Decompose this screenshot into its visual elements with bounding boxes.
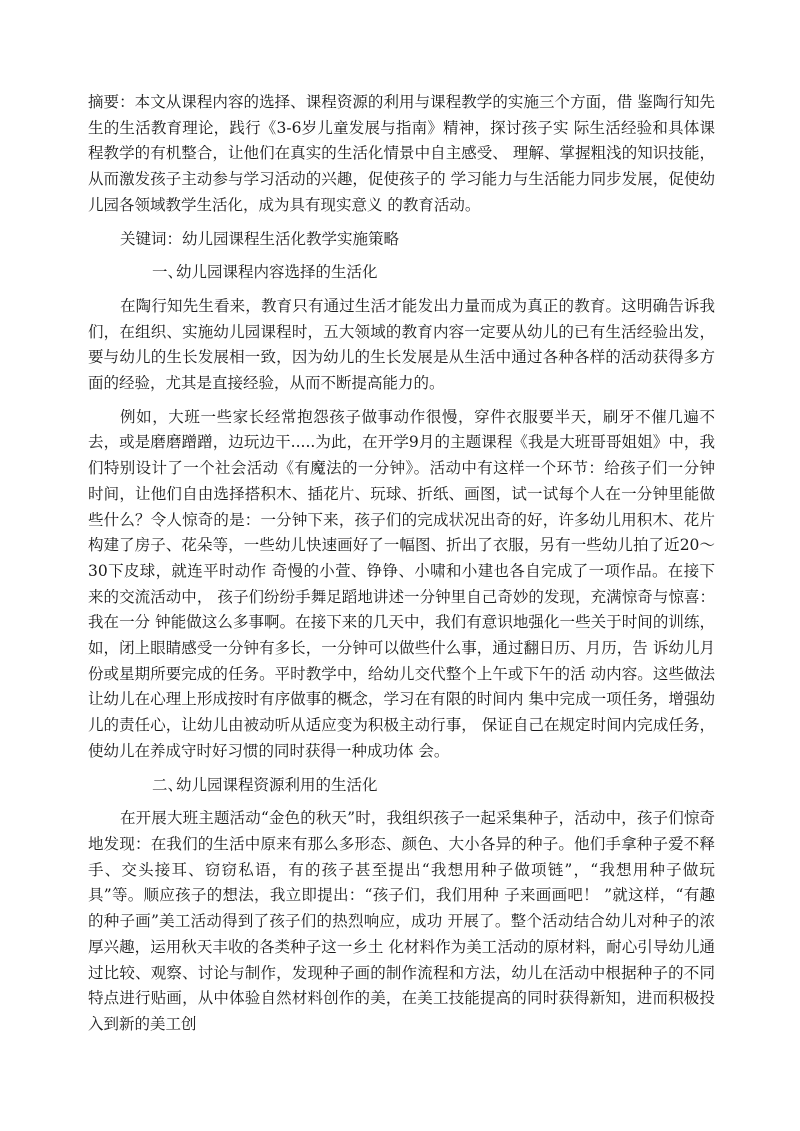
section-heading-1 — [88, 260, 715, 286]
body-paragraph-2: 例如，大班一些家长经常抱怨孩子做事动作很慢，穿件衣服要半天，刷牙不催几遍不去，或是磨磨蹭蹭，边玩边干.....为此，在开学9月的主题课程《我是大班哥哥姐姐》中，我们特别设计了一个社会活动《有魔法的一分钟》。活动中有这样一个环节：给孩子们一分钟时间，让他们自由选择搭积木、插花片、玩球、折纸、画图，试一试每个人在一分钟里能做些什么？令人惊奇的是：一分钟下来，孩子们的完成状况出奇的好，许多幼儿用积木、花片构建了房子、花朵等，一些幼儿快速画好了一幅图、折出了衣服，另有一些幼儿拍了近20～30下皮球，就连平时动作 奇慢的小萱、铮铮、小啸和小建也各自完成了一项作品。在接下来的交流活动中， 孩子们纷纷手舞足蹈地讲述一分钟里自己奇妙的发现，充满惊奇与惊喜：我在一分 钟能做这么多事啊。在接下来的几天中，我们有意识地强化一些关于时间的训练， 如，闭上眼睛感受一分钟有多长，一分钟可以做些什么事，通过翻日历、月历，告 诉幼儿月份或星期所要完成的任务。平时教学中，给幼儿交代整个上午或下午的活 动内容。这些做法让幼儿在心理上形成按时有序做事的概念，学习在有限的时间内 集中完成一项任务，增强幼儿的责任心，让幼儿由被动听从适应变为积极主动行事， 保证自己在规定时间内完成任务，使幼儿在养成守时好习惯的同时获得一种成功体 会。 — [88, 407, 715, 760]
section-title-2: 幼儿园课程资源利用的生活化 — [176, 775, 378, 794]
section-title-1: 幼儿园课程内容选择的生活化 — [176, 263, 378, 282]
section-heading-2 — [88, 773, 715, 799]
section-number-2: 二、 — [152, 775, 184, 794]
keywords-line: 关键词：幼儿园课程生活化教学实施策略 — [120, 229, 400, 248]
body-paragraph-3: 在开展大班主题活动“金色的秋天”时，我组织孩子一起采集种子，活动中，孩子们惊奇地发现：在我们的生活中原来有那么多形态、颜色、大小各异的种子。他们手拿种子爱不释手、交头接耳、窃窃私语，有的孩子甚至提出“我想用种子做项链”，“我想用种子做玩具”等。顺应孩子的想法，我立即提出：“孩子们，我们用种 子来画画吧！ ”就这样，“有趣的种子画”美工活动得到了孩子们的热烈响应，成功 开展了。整个活动结合幼儿对种子的浓厚兴趣，运用秋天丰收的各类种子这一乡土 化材料作为美工活动的原材料，耐心引导幼儿通过比较、观察、讨论与制作，发现种子画的制作流程和方法，幼儿在活动中根据种子的不同特点进行贴画，从中体验自然材料创作的美，在美工技能提高的同时获得新知，进而积极投入到新的美工创 — [88, 809, 715, 1033]
section-number-1: 一、 — [152, 263, 184, 282]
document-page — [88, 90, 715, 1046]
body-paragraph-1: 在陶行知先生看来，教育只有通过生活才能发出力量而成为真正的教育。这明确告诉我们，在组织、实施幼儿园课程时，五大领域的教育内容一定要从幼儿的已有生活经验出发，要与幼儿的生长发展相一致，因为幼儿的生长发展是从生活中通过各种各样的活动获得多方面的经验，尤其是直接经验，从而不断提高能力的。 — [88, 296, 715, 393]
abstract-paragraph: 摘要：本文从课程内容的选择、课程资源的利用与课程教学的实施三个方面，借 鉴陶行知先生的生活教育理论，践行《3-6岁儿童发展与指南》精神，探讨孩子实 际生活经验和具体课程教学的有机整合，让他们在真实的生活化情景中自主感受、 理解、掌握粗浅的知识技能，从而激发孩子主动参与学习活动的兴趣，促使孩子的 学习能力与生活能力同步发展，促使幼儿园各领域教学生活化，成为具有现实意义 的教育活动。 — [88, 93, 715, 214]
